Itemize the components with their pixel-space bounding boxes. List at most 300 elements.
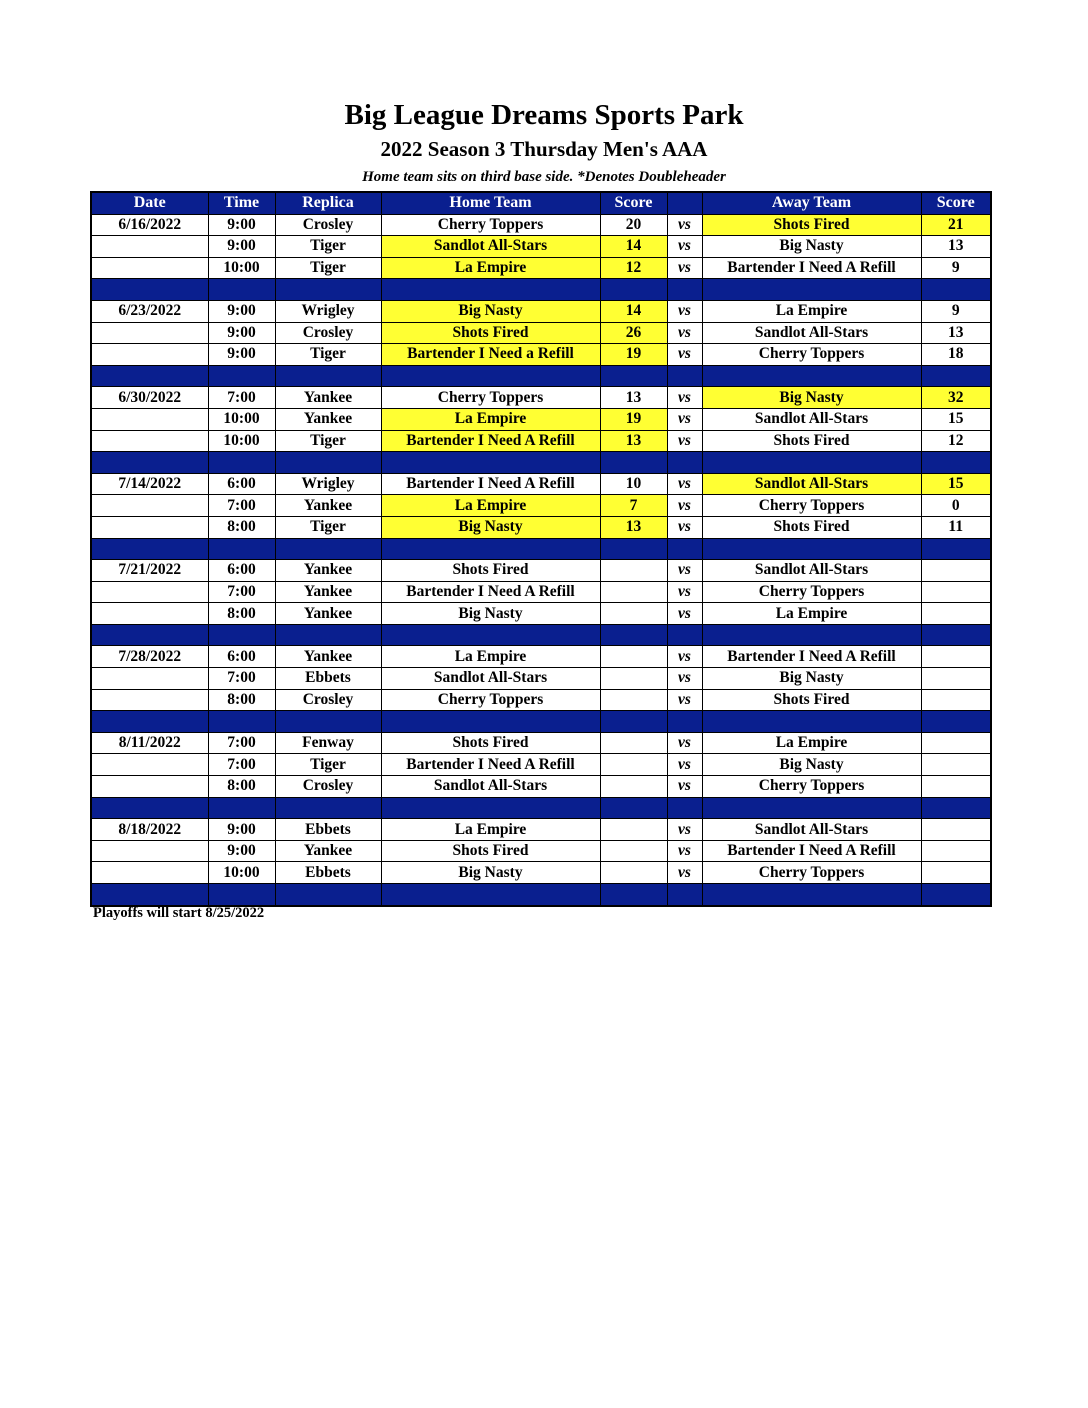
home-score: 14	[600, 300, 667, 322]
separator-cell	[702, 797, 921, 819]
game-date: 8/18/2022	[91, 819, 208, 841]
col-home-team-header: Home Team	[381, 192, 600, 214]
game-time: 10:00	[208, 862, 275, 884]
separator-cell	[208, 797, 275, 819]
home-team: Sandlot All-Stars	[381, 668, 600, 690]
separator-cell	[208, 711, 275, 733]
separator-cell	[381, 365, 600, 387]
away-team: Bartender I Need A Refill	[702, 257, 921, 279]
vs-label: vs	[667, 646, 702, 668]
table-row	[91, 300, 991, 322]
away-team: Bartender I Need A Refill	[702, 646, 921, 668]
game-replica: Ebbets	[275, 862, 381, 884]
vs-label: vs	[667, 495, 702, 517]
home-score	[600, 776, 667, 798]
table-row	[91, 322, 991, 344]
week-separator-row	[91, 365, 991, 387]
game-time: 9:00	[208, 819, 275, 841]
home-score: 14	[600, 236, 667, 258]
home-team: Bartender I Need A Refill	[381, 754, 600, 776]
table-row	[91, 646, 991, 668]
separator-cell	[91, 797, 208, 819]
game-date	[91, 322, 208, 344]
separator-cell	[208, 624, 275, 646]
table-row	[91, 214, 991, 236]
week-separator-row	[91, 884, 991, 906]
separator-cell	[667, 797, 702, 819]
game-date	[91, 516, 208, 538]
game-date	[91, 668, 208, 690]
vs-label: vs	[667, 668, 702, 690]
separator-cell	[600, 624, 667, 646]
schedule-table	[90, 191, 992, 907]
separator-cell	[208, 884, 275, 906]
vs-label: vs	[667, 776, 702, 798]
away-score: 13	[921, 322, 991, 344]
vs-label: vs	[667, 408, 702, 430]
home-score: 12	[600, 257, 667, 279]
away-score	[921, 668, 991, 690]
home-team: Big Nasty	[381, 516, 600, 538]
separator-cell	[702, 279, 921, 301]
table-row	[91, 473, 991, 495]
home-score: 26	[600, 322, 667, 344]
separator-cell	[208, 279, 275, 301]
home-team: La Empire	[381, 819, 600, 841]
separator-cell	[921, 279, 991, 301]
col-home-score-header: Score	[600, 192, 667, 214]
game-replica: Tiger	[275, 430, 381, 452]
away-score: 32	[921, 387, 991, 409]
game-replica: Ebbets	[275, 668, 381, 690]
table-row	[91, 560, 991, 582]
home-team: Bartender I Need A Refill	[381, 581, 600, 603]
header-row	[91, 192, 991, 214]
separator-cell	[921, 797, 991, 819]
home-score	[600, 754, 667, 776]
away-team: Big Nasty	[702, 387, 921, 409]
home-score	[600, 560, 667, 582]
game-time: 8:00	[208, 516, 275, 538]
home-score	[600, 689, 667, 711]
separator-cell	[381, 711, 600, 733]
schedule-body	[91, 214, 991, 906]
separator-cell	[91, 624, 208, 646]
table-row	[91, 236, 991, 258]
game-time: 6:00	[208, 560, 275, 582]
game-date	[91, 776, 208, 798]
home-score: 19	[600, 344, 667, 366]
away-score	[921, 560, 991, 582]
separator-cell	[91, 365, 208, 387]
table-row	[91, 430, 991, 452]
away-score	[921, 603, 991, 625]
home-team: La Empire	[381, 646, 600, 668]
table-row	[91, 516, 991, 538]
separator-cell	[208, 452, 275, 474]
home-team: Bartender I Need A Refill	[381, 430, 600, 452]
away-score	[921, 862, 991, 884]
vs-label: vs	[667, 603, 702, 625]
home-team: Sandlot All-Stars	[381, 236, 600, 258]
playoffs-note: Playoffs will start 8/25/2022	[93, 905, 265, 921]
vs-label: vs	[667, 560, 702, 582]
home-score: 13	[600, 430, 667, 452]
vs-label: vs	[667, 344, 702, 366]
game-time: 8:00	[208, 689, 275, 711]
away-team: Big Nasty	[702, 754, 921, 776]
separator-cell	[600, 538, 667, 560]
home-team: Cherry Toppers	[381, 214, 600, 236]
separator-cell	[381, 797, 600, 819]
home-team: Big Nasty	[381, 300, 600, 322]
game-replica: Wrigley	[275, 473, 381, 495]
separator-cell	[381, 884, 600, 906]
table-row	[91, 408, 991, 430]
separator-cell	[275, 538, 381, 560]
table-row	[91, 603, 991, 625]
home-score	[600, 581, 667, 603]
table-row	[91, 776, 991, 798]
separator-cell	[921, 624, 991, 646]
home-score: 7	[600, 495, 667, 517]
game-replica: Wrigley	[275, 300, 381, 322]
separator-cell	[600, 711, 667, 733]
home-team: La Empire	[381, 495, 600, 517]
week-separator-row	[91, 279, 991, 301]
away-team: Bartender I Need A Refill	[702, 840, 921, 862]
home-team: Big Nasty	[381, 862, 600, 884]
away-team: Sandlot All-Stars	[702, 473, 921, 495]
home-score: 19	[600, 408, 667, 430]
game-date	[91, 344, 208, 366]
away-team: Shots Fired	[702, 430, 921, 452]
table-row	[91, 257, 991, 279]
away-score: 11	[921, 516, 991, 538]
separator-cell	[702, 538, 921, 560]
separator-cell	[381, 624, 600, 646]
game-time: 7:00	[208, 668, 275, 690]
home-score: 20	[600, 214, 667, 236]
game-replica: Tiger	[275, 516, 381, 538]
separator-cell	[702, 884, 921, 906]
game-date	[91, 408, 208, 430]
separator-cell	[381, 538, 600, 560]
home-score	[600, 819, 667, 841]
vs-label: vs	[667, 689, 702, 711]
game-date	[91, 603, 208, 625]
col-time-header: Time	[208, 192, 275, 214]
col-away-score-header: Score	[921, 192, 991, 214]
separator-cell	[600, 365, 667, 387]
vs-label: vs	[667, 387, 702, 409]
away-team: Cherry Toppers	[702, 776, 921, 798]
away-score: 13	[921, 236, 991, 258]
game-replica: Crosley	[275, 689, 381, 711]
game-date: 6/23/2022	[91, 300, 208, 322]
away-score: 9	[921, 300, 991, 322]
game-replica: Tiger	[275, 236, 381, 258]
game-date	[91, 495, 208, 517]
home-score	[600, 732, 667, 754]
game-time: 8:00	[208, 776, 275, 798]
table-row	[91, 732, 991, 754]
week-separator-row	[91, 624, 991, 646]
separator-cell	[208, 538, 275, 560]
game-time: 10:00	[208, 257, 275, 279]
away-score	[921, 732, 991, 754]
separator-cell	[667, 711, 702, 733]
home-team: Shots Fired	[381, 732, 600, 754]
col-away-team-header: Away Team	[702, 192, 921, 214]
game-time: 9:00	[208, 236, 275, 258]
game-date	[91, 754, 208, 776]
away-score	[921, 776, 991, 798]
game-replica: Fenway	[275, 732, 381, 754]
away-score: 15	[921, 408, 991, 430]
separator-cell	[275, 711, 381, 733]
game-replica: Crosley	[275, 322, 381, 344]
game-date: 6/16/2022	[91, 214, 208, 236]
game-time: 9:00	[208, 322, 275, 344]
separator-cell	[921, 538, 991, 560]
game-date: 6/30/2022	[91, 387, 208, 409]
away-team: Cherry Toppers	[702, 344, 921, 366]
game-date: 7/14/2022	[91, 473, 208, 495]
vs-label: vs	[667, 214, 702, 236]
home-team: Sandlot All-Stars	[381, 776, 600, 798]
separator-cell	[91, 538, 208, 560]
away-score	[921, 581, 991, 603]
separator-cell	[702, 711, 921, 733]
game-time: 6:00	[208, 646, 275, 668]
vs-label: vs	[667, 300, 702, 322]
game-date	[91, 862, 208, 884]
away-score: 18	[921, 344, 991, 366]
separator-cell	[667, 365, 702, 387]
game-time: 9:00	[208, 214, 275, 236]
separator-cell	[275, 365, 381, 387]
game-date	[91, 840, 208, 862]
home-score: 13	[600, 516, 667, 538]
week-separator-row	[91, 711, 991, 733]
separator-cell	[275, 624, 381, 646]
table-row	[91, 754, 991, 776]
home-score	[600, 603, 667, 625]
vs-label: vs	[667, 257, 702, 279]
separator-cell	[91, 711, 208, 733]
game-date	[91, 430, 208, 452]
home-team: Shots Fired	[381, 840, 600, 862]
away-team: Sandlot All-Stars	[702, 408, 921, 430]
away-team: Cherry Toppers	[702, 862, 921, 884]
game-time: 6:00	[208, 473, 275, 495]
away-team: Sandlot All-Stars	[702, 322, 921, 344]
game-time: 7:00	[208, 495, 275, 517]
vs-label: vs	[667, 516, 702, 538]
game-replica: Crosley	[275, 776, 381, 798]
away-team: Sandlot All-Stars	[702, 819, 921, 841]
vs-label: vs	[667, 840, 702, 862]
away-team: Big Nasty	[702, 236, 921, 258]
game-replica: Yankee	[275, 840, 381, 862]
home-team: La Empire	[381, 257, 600, 279]
separator-cell	[667, 538, 702, 560]
separator-cell	[91, 452, 208, 474]
separator-cell	[275, 452, 381, 474]
separator-cell	[600, 797, 667, 819]
away-score: 12	[921, 430, 991, 452]
vs-label: vs	[667, 754, 702, 776]
separator-cell	[381, 279, 600, 301]
game-time: 9:00	[208, 344, 275, 366]
away-score	[921, 840, 991, 862]
home-team: Cherry Toppers	[381, 689, 600, 711]
table-row	[91, 819, 991, 841]
home-score	[600, 862, 667, 884]
home-team-note: Home team sits on third base side. *Denotes Doubleheader	[362, 169, 726, 185]
table-row	[91, 862, 991, 884]
separator-cell	[702, 365, 921, 387]
home-team: Bartender I Need A Refill	[381, 473, 600, 495]
week-separator-row	[91, 797, 991, 819]
away-team: Cherry Toppers	[702, 495, 921, 517]
separator-cell	[600, 452, 667, 474]
home-team: Bartender I Need a Refill	[381, 344, 600, 366]
away-score	[921, 754, 991, 776]
vs-label: vs	[667, 473, 702, 495]
table-row	[91, 689, 991, 711]
table-row	[91, 668, 991, 690]
game-time: 9:00	[208, 840, 275, 862]
home-team: Cherry Toppers	[381, 387, 600, 409]
vs-label: vs	[667, 819, 702, 841]
game-replica: Yankee	[275, 560, 381, 582]
game-replica: Ebbets	[275, 819, 381, 841]
separator-cell	[702, 624, 921, 646]
home-score	[600, 668, 667, 690]
away-team: Cherry Toppers	[702, 581, 921, 603]
vs-label: vs	[667, 322, 702, 344]
vs-label: vs	[667, 430, 702, 452]
game-date: 7/21/2022	[91, 560, 208, 582]
separator-cell	[667, 452, 702, 474]
away-score	[921, 819, 991, 841]
home-team: Big Nasty	[381, 603, 600, 625]
away-score: 21	[921, 214, 991, 236]
game-replica: Yankee	[275, 408, 381, 430]
game-date	[91, 236, 208, 258]
game-replica: Yankee	[275, 603, 381, 625]
table-row	[91, 495, 991, 517]
game-replica: Yankee	[275, 581, 381, 603]
game-replica: Tiger	[275, 344, 381, 366]
game-date	[91, 689, 208, 711]
game-time: 10:00	[208, 430, 275, 452]
away-score: 0	[921, 495, 991, 517]
game-time: 7:00	[208, 732, 275, 754]
home-score	[600, 840, 667, 862]
separator-cell	[921, 884, 991, 906]
away-team: Shots Fired	[702, 516, 921, 538]
separator-cell	[667, 884, 702, 906]
game-replica: Yankee	[275, 387, 381, 409]
game-time: 7:00	[208, 754, 275, 776]
week-separator-row	[91, 538, 991, 560]
separator-cell	[91, 279, 208, 301]
game-time: 8:00	[208, 603, 275, 625]
col-vs-header	[667, 192, 702, 214]
home-team: Shots Fired	[381, 322, 600, 344]
table-row	[91, 344, 991, 366]
home-score: 13	[600, 387, 667, 409]
separator-cell	[600, 279, 667, 301]
game-time: 10:00	[208, 408, 275, 430]
table-row	[91, 387, 991, 409]
separator-cell	[275, 279, 381, 301]
game-replica: Crosley	[275, 214, 381, 236]
separator-cell	[921, 365, 991, 387]
away-team: Big Nasty	[702, 668, 921, 690]
separator-cell	[921, 452, 991, 474]
game-replica: Yankee	[275, 646, 381, 668]
game-replica: Tiger	[275, 754, 381, 776]
separator-cell	[381, 452, 600, 474]
away-score: 9	[921, 257, 991, 279]
page-title: Big League Dreams Sports Park	[344, 99, 744, 131]
vs-label: vs	[667, 862, 702, 884]
game-time: 7:00	[208, 581, 275, 603]
game-date	[91, 581, 208, 603]
vs-label: vs	[667, 236, 702, 258]
separator-cell	[275, 797, 381, 819]
vs-label: vs	[667, 581, 702, 603]
col-date-header: Date	[91, 192, 208, 214]
vs-label: vs	[667, 732, 702, 754]
away-team: Sandlot All-Stars	[702, 560, 921, 582]
week-separator-row	[91, 452, 991, 474]
separator-cell	[702, 452, 921, 474]
game-date: 7/28/2022	[91, 646, 208, 668]
away-score	[921, 646, 991, 668]
away-score	[921, 689, 991, 711]
away-team: Shots Fired	[702, 689, 921, 711]
home-score	[600, 646, 667, 668]
game-time: 7:00	[208, 387, 275, 409]
away-team: La Empire	[702, 300, 921, 322]
home-score: 10	[600, 473, 667, 495]
separator-cell	[208, 365, 275, 387]
away-score: 15	[921, 473, 991, 495]
col-replica-header: Replica	[275, 192, 381, 214]
away-team: La Empire	[702, 732, 921, 754]
separator-cell	[275, 884, 381, 906]
separator-cell	[667, 279, 702, 301]
home-team: Shots Fired	[381, 560, 600, 582]
separator-cell	[921, 711, 991, 733]
game-replica: Tiger	[275, 257, 381, 279]
separator-cell	[667, 624, 702, 646]
game-date: 8/11/2022	[91, 732, 208, 754]
table-row	[91, 840, 991, 862]
season-subtitle: 2022 Season 3 Thursday Men's AAA	[380, 137, 708, 161]
game-date	[91, 257, 208, 279]
game-replica: Yankee	[275, 495, 381, 517]
home-team: La Empire	[381, 408, 600, 430]
separator-cell	[600, 884, 667, 906]
table-row	[91, 581, 991, 603]
away-team: La Empire	[702, 603, 921, 625]
